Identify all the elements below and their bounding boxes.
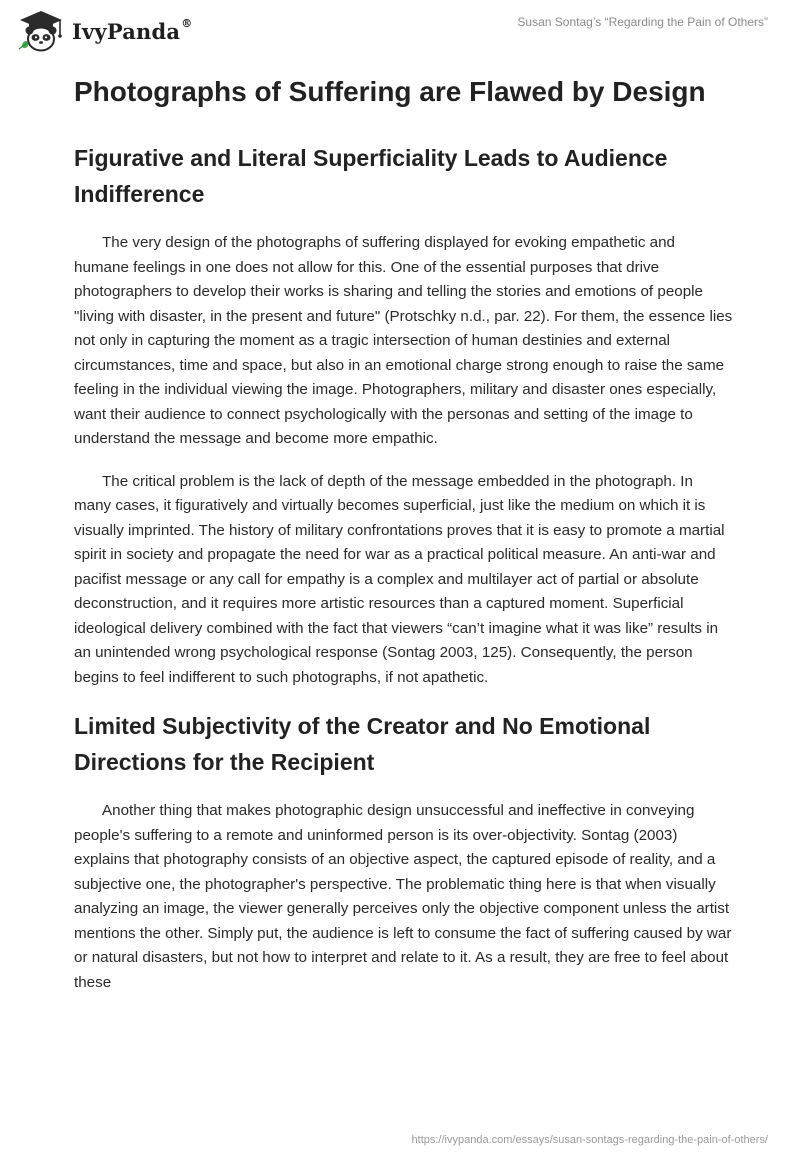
ivypanda-logo[interactable] (16, 9, 192, 53)
running-title: Susan Sontag’s “Regarding the Pain of Others” (517, 15, 768, 29)
paragraph: The very design of the photographs of suffering displayed for evoking empathetic and humane feelings in one does not allow for this. One of the essential purposes that drive photographers to develop their works is sharing and telling the stories and emotions of people "living with disaster, in the present and future" (Protschky n.d., par. 22). For them, the essence lies not only in capturing the moment as a tragic intersection of human destinies and external circumstances, time and space, but also in an emotional charge strong enough to raise the same feeling in the individual viewing the image. Photographers, military and disaster ones especially, want their audience to connect psychologically with the personas and setting of the image to understand the message and become more empathic. (74, 234, 733, 447)
article-title: Photographs of Suffering are Flawed by Design (74, 76, 706, 107)
logo-wordmark: IvyPanda® (72, 16, 193, 44)
panda-graduation-icon (16, 9, 66, 53)
paragraph: Another thing that makes photographic design unsuccessful and ineffective in conveying people's suffering to a remote and uninformed person is its over-objectivity. Sontag (2003) explains that photography consists of an objective aspect, the captured episode of reality, and a subjective one, the photographer's perspective. The problematic thing here is that when visually analyzing an image, the viewer generally perceives only the objective component unless the artist mentions the other. Simply put, the audience is left to consume the fact of suffering caused by war or natural disasters, but not how to interpret and relate to it. As a result, they are free to feel about these (74, 802, 732, 991)
article-body (74, 72, 734, 1013)
source-url[interactable]: https://ivypanda.com/essays/susan-sontags-regarding-the-pain-of-others/ (411, 1134, 768, 1146)
section-heading: Limited Subjectivity of the Creator and No Emotional Directions for the Recipient (74, 713, 651, 775)
registered-mark: ® (181, 16, 193, 30)
section-heading: Figurative and Literal Superficiality Leads to Audience Indifference (74, 145, 668, 207)
page-header (0, 0, 800, 64)
paragraph: The critical problem is the lack of depth of the message embedded in the photograph. In many cases, it figuratively and virtually becomes superficial, just like the medium on which it is visually imprinted. The history of military confrontations proves that it is easy to promote a martial spirit in society and propagate the need for war as a practical political measure. An anti-war and pacifist message or any call for empathy is a complex and multilayer act of partial or absolute deconstruction, and it requires more artistic resources than a captured moment. Superficial ideological delivery combined with the fact that viewers “can’t imagine what it was like” results in an unintended wrong psychological response (Sontag 2003, 125). Consequently, the person begins to feel indifferent to such photographs, if not apathetic. (74, 472, 725, 686)
